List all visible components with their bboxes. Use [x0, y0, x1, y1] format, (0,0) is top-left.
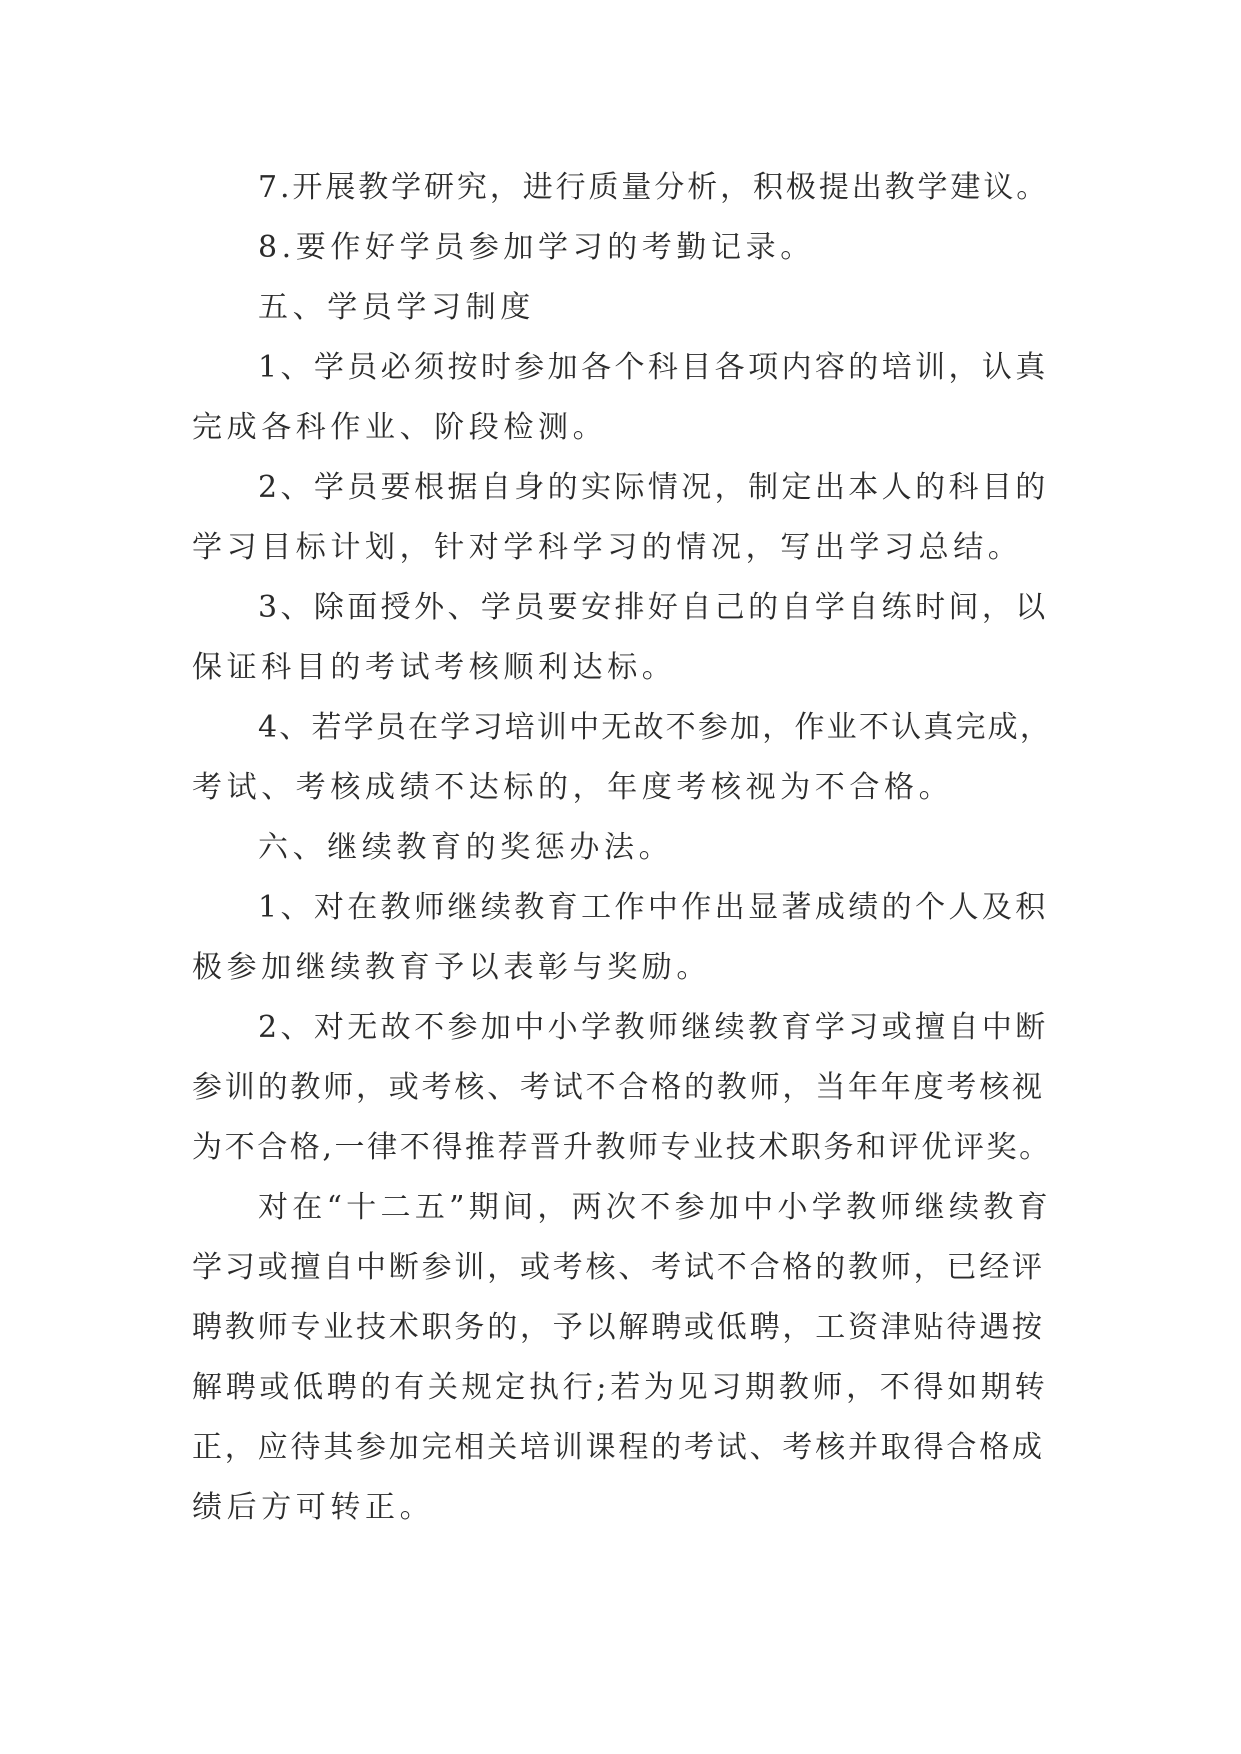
text-line: 3、除面授外、学员要安排好自己的自学自练时间，以	[258, 590, 1049, 625]
section-heading: 六、继续教育的奖惩办法。	[258, 830, 674, 865]
text-line: 极参加继续教育予以表彰与奖励。	[192, 950, 711, 985]
text-line: 聘教师专业技术职务的，予以解聘或低聘，工资津贴待遇按	[192, 1310, 1045, 1345]
text-line: 对在“十二五”期间，两次不参加中小学教师继续教育	[258, 1190, 1052, 1225]
text-line: 考试、考核成绩不达标的，年度考核视为不合格。	[192, 770, 954, 805]
text-line: 解聘或低聘的有关规定执行;若为见习期教师，不得如期转	[192, 1370, 1049, 1405]
text-line: 1、对在教师继续教育工作中作出显著成绩的个人及积	[258, 890, 1049, 925]
text-line: 7.开展教学研究，进行质量分析，积极提出教学建议。	[258, 170, 1050, 205]
text-line: 8.要作好学员参加学习的考勤记录。	[258, 230, 815, 265]
text-line: 2、对无故不参加中小学教师继续教育学习或擅自中断	[258, 1010, 1049, 1045]
text-line: 绩后方可转正。	[192, 1490, 435, 1525]
text-line: 完成各科作业、阶段检测。	[192, 410, 608, 445]
document-body	[192, 158, 1052, 1538]
text-line: 1、学员必须按时参加各个科目各项内容的培训，认真	[258, 350, 1049, 385]
text-line: 正，应待其参加完相关培训课程的考试、考核并取得合格成	[192, 1430, 1045, 1465]
text-line: 4、若学员在学习培训中无故不参加，作业不认真完成，	[258, 710, 1053, 745]
text-line: 为不合格,一律不得推荐晋升教师专业技术职务和评优评奖。	[192, 1130, 1052, 1165]
text-line: 学习或擅自中断参训，或考核、考试不合格的教师，已经评	[192, 1250, 1045, 1285]
text-line: 保证科目的考试考核顺利达标。	[192, 650, 677, 685]
text-line: 参训的教师，或考核、考试不合格的教师，当年年度考核视	[192, 1070, 1045, 1105]
text-line: 学习目标计划，针对学科学习的情况，写出学习总结。	[192, 530, 1023, 565]
text-line: 2、学员要根据自身的实际情况，制定出本人的科目的	[258, 470, 1049, 505]
section-heading: 五、学员学习制度	[258, 290, 535, 325]
